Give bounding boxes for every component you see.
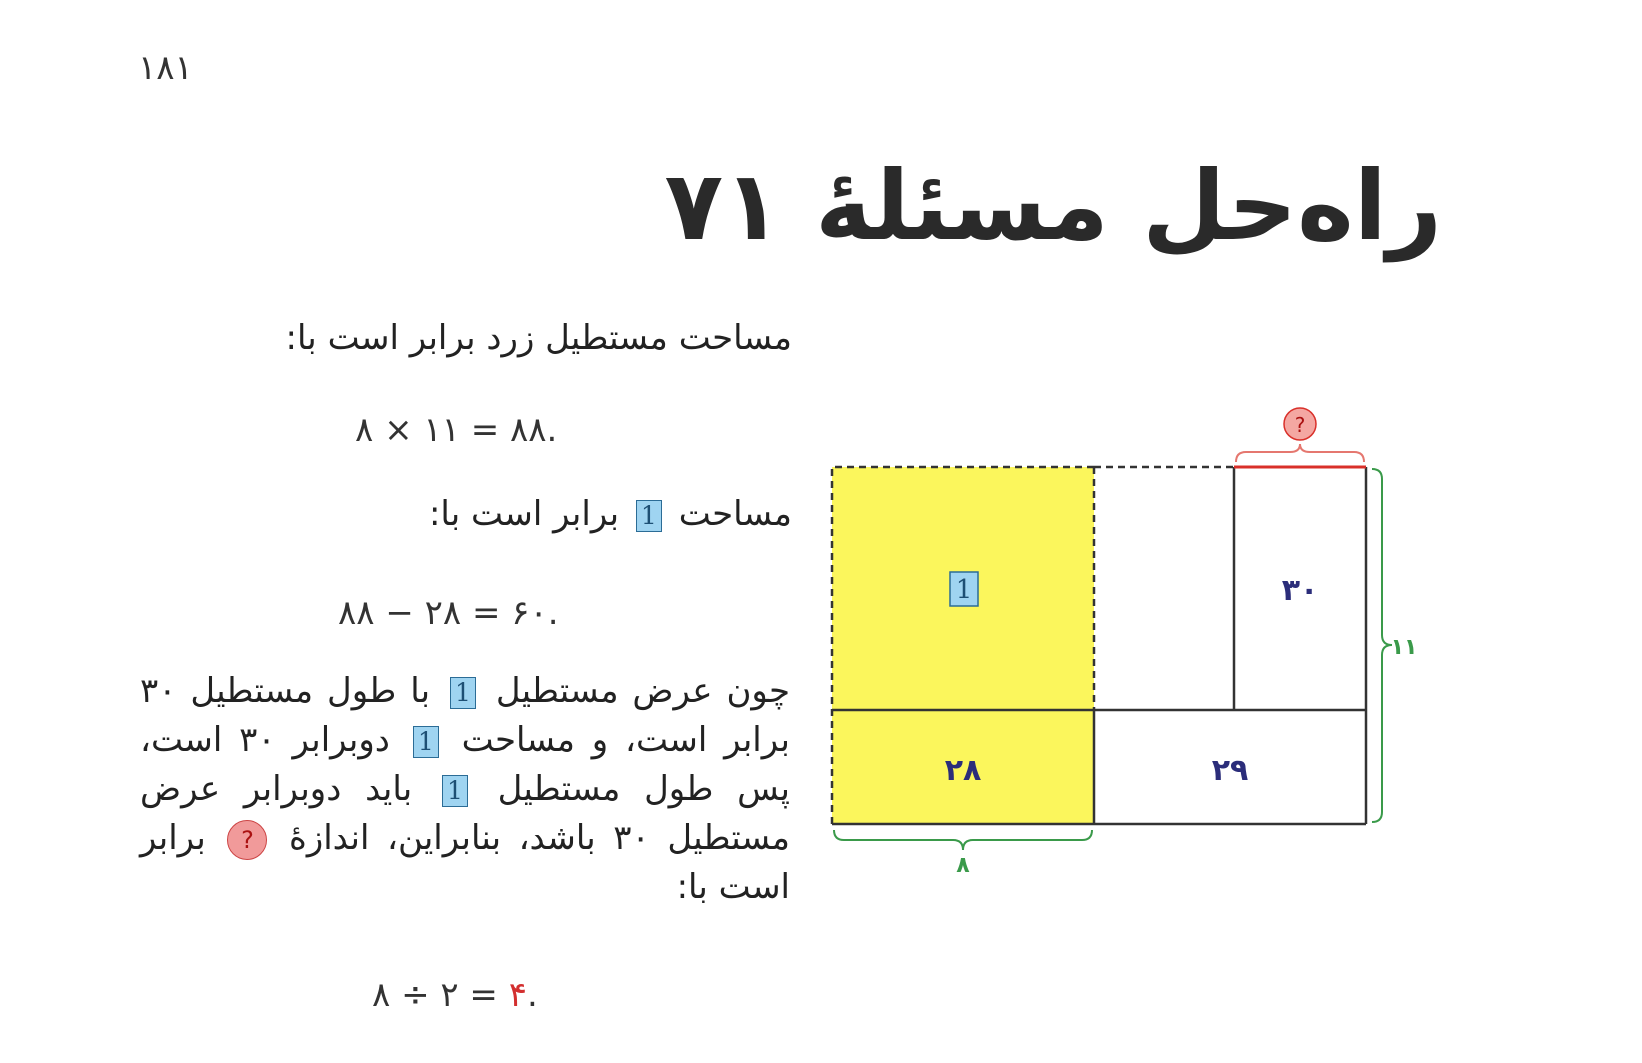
- paragraph-text: برابر است با:: [428, 494, 620, 534]
- paragraph-text: با طول مستطیل ۳۰ برابر است، و مساحت: [140, 671, 790, 760]
- paragraph-text: مساحت: [678, 494, 792, 534]
- page-number: ۱۸۱: [138, 48, 193, 88]
- rect-one-icon: 1: [413, 726, 439, 758]
- height-label: ۱۱: [1390, 635, 1418, 660]
- label-29: ۲۹: [1211, 753, 1249, 788]
- question-icon: ?: [227, 820, 267, 860]
- label-30: ۳۰: [1281, 573, 1319, 608]
- question-label: ?: [1294, 413, 1306, 437]
- equation-rect-one-area: ۸۸ − ۲۸ = ۶۰.: [338, 593, 559, 633]
- question-brace: [1236, 444, 1364, 462]
- paragraph-text: برابر است با:: [140, 818, 790, 907]
- paragraph-text: باید دوبرابر عرض مستطیل ۳۰ باشد، بنابراین، اندازهٔ: [140, 769, 791, 858]
- height-brace: [1372, 469, 1392, 822]
- rect-one-label: 1: [955, 575, 973, 605]
- equation-end: .: [527, 975, 538, 1015]
- rect-one-icon: 1: [450, 677, 476, 709]
- answer-value: ۴: [508, 975, 527, 1015]
- paragraph-yellow-area: مساحت مستطیل زرد برابر است با:: [285, 318, 792, 358]
- paragraph-text: دوبرابر ۳۰ است، پس طول مستطیل: [140, 720, 790, 809]
- equation-lhs: ۸ ÷ ۲ =: [372, 975, 509, 1015]
- equation-yellow-area: ۸ × ۱۱ = ۸۸.: [355, 410, 558, 450]
- label-28: ۲۸: [944, 753, 982, 788]
- rect-one-icon: 1: [636, 500, 662, 532]
- width-brace: [834, 830, 1092, 850]
- paragraph-text: چون عرض مستطیل: [495, 671, 791, 711]
- width-label: ۸: [956, 853, 970, 878]
- page-title: راه‌حل مسئلهٔ ۷۱: [664, 150, 1442, 262]
- rect-one-icon: 1: [442, 775, 468, 807]
